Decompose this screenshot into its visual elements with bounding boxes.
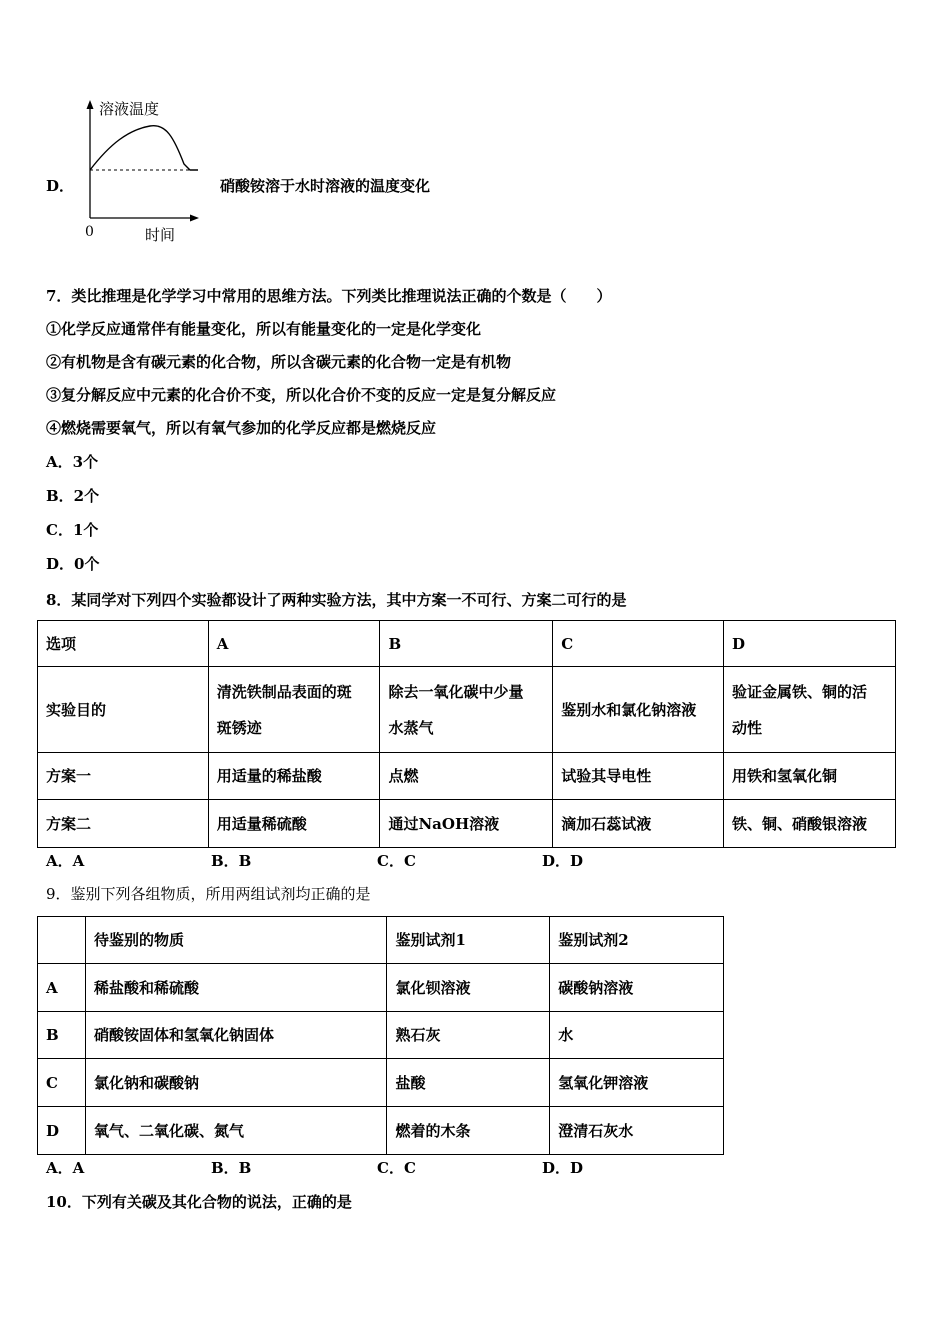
q7-stem: 7．类比推理是化学学习中常用的思维方法。下列类比推理说法正确的个数是（ ）	[46, 287, 612, 305]
q9-header-reagent1: 鉴别试剂1	[387, 917, 550, 964]
q8-plan1-a: 用适量的稀盐酸	[208, 753, 380, 800]
q8-purpose-b-line2: 水蒸气	[388, 718, 434, 737]
y-axis-arrow	[87, 100, 94, 109]
q8-plan2-a: 用适量稀硫酸	[208, 800, 380, 848]
q6-option-d	[0, 0, 950, 260]
graph-x-label: 时间	[145, 226, 176, 244]
q9-option-d: D．D	[542, 1159, 584, 1177]
q9-header-blank	[38, 917, 86, 964]
graph-origin: 0	[85, 224, 94, 240]
table-row	[38, 753, 896, 800]
q8-options	[0, 851, 950, 871]
q8-plan1-c: 试验其导电性	[553, 753, 724, 800]
q8-purpose-b-line1: 除去一氧化碳中少量	[388, 682, 524, 701]
q10-stem: 10．下列有关碳及其化合物的说法，正确的是	[46, 1193, 352, 1211]
q8-plan2-c: 滴加石蕊试液	[553, 800, 724, 848]
q8-option-d: D．D	[542, 852, 584, 870]
q9-row-d-label: D	[38, 1107, 86, 1155]
q8-option-b: B．B	[211, 852, 252, 870]
table-row	[38, 667, 896, 753]
q9-row-a-substance: 稀盐酸和稀硫酸	[85, 964, 387, 1012]
x-axis-arrow	[190, 215, 199, 222]
q9-options	[0, 1158, 950, 1178]
q7-option-d: D．0个	[46, 555, 100, 573]
table-row	[38, 1012, 724, 1059]
graph-y-label: 溶液温度	[99, 100, 160, 118]
q7-statement-3: ③复分解反应中元素的化合价不变，所以化合价不变的反应一定是复分解反应	[46, 386, 557, 404]
q8-plan2-b: 通过NaOH溶液	[380, 800, 553, 848]
q9-stem: 9．鉴别下列各组物质，所用两组试剂均正确的是	[46, 885, 371, 903]
q9-row-a-label: A	[38, 964, 86, 1012]
q8-purpose-label: 实验目的	[38, 667, 209, 753]
q9-row-a-reagent2: 碳酸钠溶液	[550, 964, 724, 1012]
q9-row-b-reagent2: 水	[550, 1012, 724, 1059]
q8-purpose-a-line1: 清洗铁制品表面的斑	[216, 682, 352, 701]
q8-option-c: C．C	[377, 852, 416, 870]
q8-purpose-b	[380, 667, 553, 753]
q8-purpose-c: 鉴别水和氯化钠溶液	[553, 667, 724, 753]
q9-option-c: C．C	[377, 1159, 416, 1177]
q9-row-c-reagent1: 盐酸	[387, 1059, 550, 1107]
q8-plan1-label: 方案一	[38, 753, 209, 800]
q9-header-substance: 待鉴别的物质	[85, 917, 387, 964]
table-row	[38, 1107, 724, 1155]
q8-plan2-label: 方案二	[38, 800, 209, 848]
q8-stem: 8．某同学对下列四个实验都设计了两种实验方法，其中方案一不可行、方案二可行的是	[46, 591, 627, 609]
table-row	[38, 800, 896, 848]
q8-plan1-d: 用铁和氢氧化铜	[724, 753, 896, 800]
q9-table	[37, 916, 724, 1155]
q9-option-a: A．A	[46, 1159, 85, 1177]
q7-statement-4: ④燃烧需要氧气，所以有氧气参加的化学反应都是燃烧反应	[46, 419, 437, 437]
q8-purpose-d-line1: 验证金属铁、铜的活	[732, 682, 868, 701]
table-row	[38, 1059, 724, 1107]
q6-option-d-text: 硝酸铵溶于水时溶液的温度变化	[220, 177, 431, 195]
q8-header-b: B	[380, 621, 553, 667]
q8-purpose-a	[208, 667, 380, 753]
q7-statement-2: ②有机物是含有碳元素的化合物，所以含碳元素的化合物一定是有机物	[46, 353, 512, 371]
temperature-curve	[90, 126, 198, 170]
q9-option-b: B．B	[211, 1159, 252, 1177]
q9-row-d-substance: 氧气、二氧化碳、氮气	[85, 1107, 387, 1155]
q8-purpose-d-line2: 动性	[732, 718, 763, 737]
q9-row-b-reagent1: 熟石灰	[387, 1012, 550, 1059]
q8-table	[37, 620, 896, 848]
q8-header-a: A	[208, 621, 380, 667]
q8-purpose-d	[724, 667, 896, 753]
q9-row-c-substance: 氯化钠和碳酸钠	[85, 1059, 387, 1107]
q8-header-option: 选项	[38, 621, 209, 667]
q8-header-c: C	[553, 621, 724, 667]
q7-option-a: A．3个	[46, 453, 99, 471]
q8-plan2-d: 铁、铜、硝酸银溶液	[724, 800, 896, 848]
q7-option-c: C．1个	[46, 521, 99, 539]
q9-row-b-substance: 硝酸铵固体和氢氧化钠固体	[85, 1012, 387, 1059]
q8-plan1-b: 点燃	[380, 753, 553, 800]
q9-row-b-label: B	[38, 1012, 86, 1059]
q9-row-c-label: C	[38, 1059, 86, 1107]
q8-purpose-a-line2: 斑锈迹	[216, 718, 262, 737]
q9-row-d-reagent2: 澄清石灰水	[550, 1107, 724, 1155]
q9-row-c-reagent2: 氢氧化钾溶液	[550, 1059, 724, 1107]
q8-option-a: A．A	[46, 852, 85, 870]
q9-row-a-reagent1: 氯化钡溶液	[387, 964, 550, 1012]
q6-option-d-label: D．	[46, 177, 75, 195]
q9-row-d-reagent1: 燃着的木条	[387, 1107, 550, 1155]
table-row	[38, 917, 724, 964]
table-row	[38, 621, 896, 667]
q9-header-reagent2: 鉴别试剂2	[550, 917, 724, 964]
q7-statement-1: ①化学反应通常伴有能量变化，所以有能量变化的一定是化学变化	[46, 320, 482, 338]
q7-option-b: B．2个	[46, 487, 100, 505]
q8-header-d: D	[724, 621, 896, 667]
table-row	[38, 964, 724, 1012]
